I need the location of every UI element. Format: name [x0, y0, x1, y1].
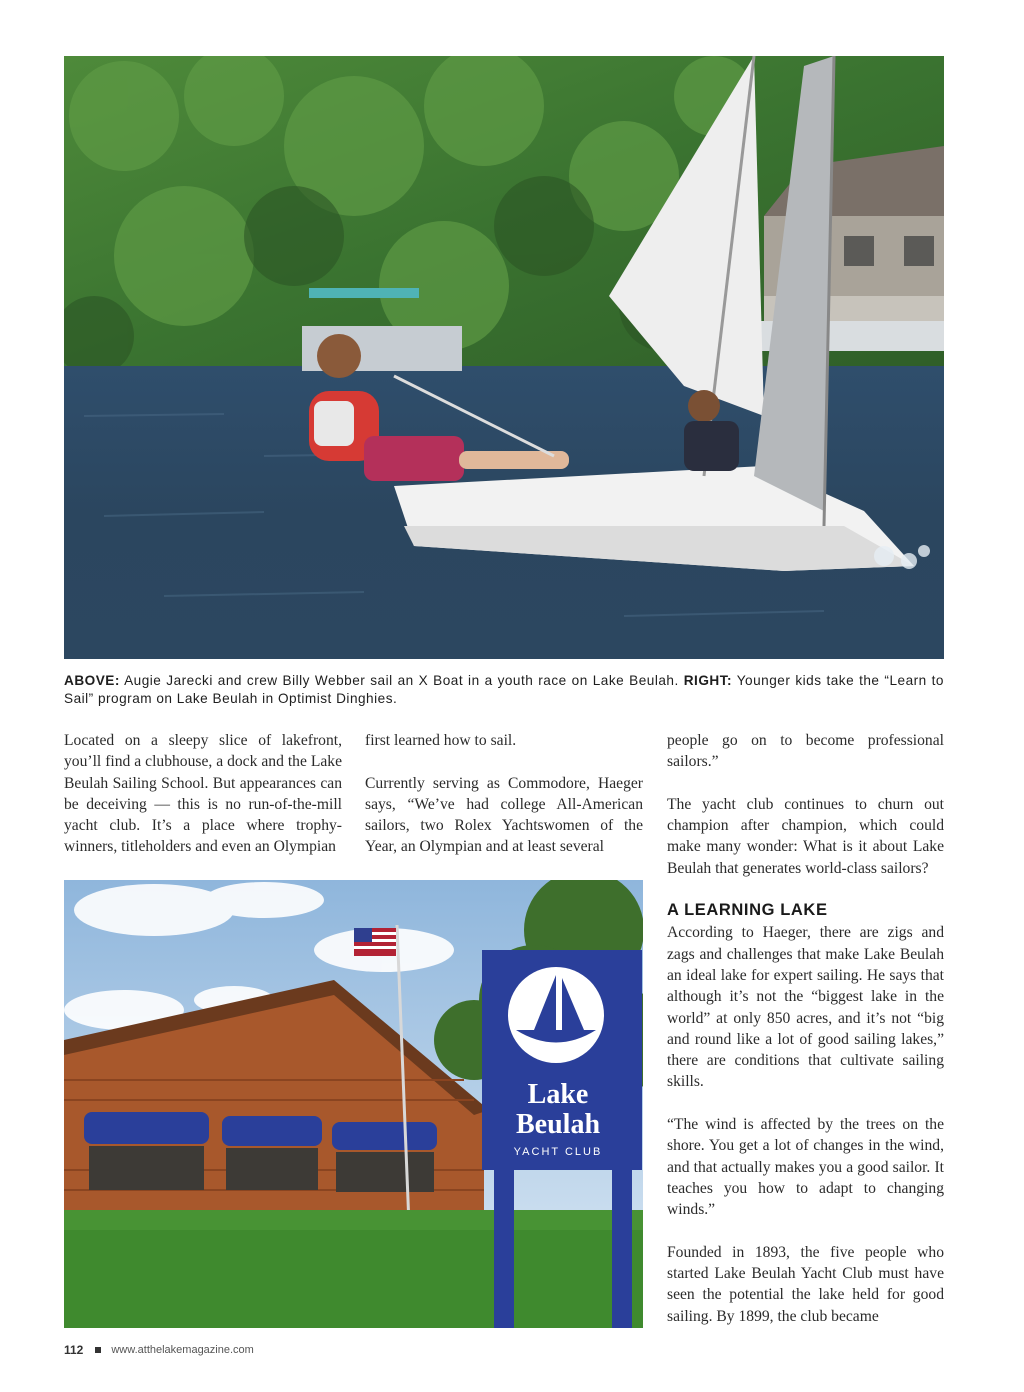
- sign-line-lake: Lake: [527, 1079, 589, 1110]
- section-subhead: A LEARNING LAKE: [667, 901, 828, 920]
- sign-line-yacht-club: YACHT CLUB: [513, 1146, 603, 1158]
- sign-text: [484, 1080, 632, 1158]
- paragraph: Currently serving as Commodore, Haeger says, “We’ve had college All-American sailors, two Rolex Yachtswomen of the Year, an Olympian and at least several: [365, 774, 643, 856]
- article-column-3: [667, 730, 944, 1327]
- paragraph: “The wind is affected by the trees on the shore. You get a lot of changes in the wind, and that actually makes you a good sailor. It teaches you how to adapt to changing winds.”: [667, 1116, 944, 1219]
- photo-caption: [64, 672, 944, 708]
- article-column-1: [64, 730, 342, 858]
- caption-right-text: Younger kids take the “Learn to Sail” program on Lake Beulah in Optimist Dinghies.: [64, 673, 944, 706]
- paragraph: According to Haeger, there are zigs and zags and challenges that make Lake Beulah an ideal lake for expert sailing. He says that although it’s not the “biggest lake in the world” at only 850 acres, and it’s not “big and round like a lot of good sailing lakes,” there are conditions that cultivate sailing skills.: [667, 924, 944, 1091]
- article-column-2: [365, 730, 643, 858]
- footer-square-icon: [95, 1347, 101, 1353]
- sign-line-beulah: Beulah: [515, 1109, 601, 1140]
- footer-url: www.atthelakemagazine.com: [111, 1344, 254, 1356]
- sailboat-photo-graphic: [64, 56, 944, 659]
- paragraph: Located on a sleepy slice of lakefront, you’ll find a clubhouse, a dock and the Lake Beulah Sailing School. But appearances can be deceiving — this is no run-of-the-mill yacht club. It’s a place where trophy-winners, titleholders and even an Olympian: [64, 732, 342, 856]
- page-number: 112: [64, 1343, 84, 1357]
- paragraph: Founded in 1893, the five people who started Lake Beulah Yacht Club must have seen the potential the lake held for good sailing. By 1899, the club became: [667, 1243, 944, 1325]
- sailboat-photo: [64, 56, 944, 659]
- caption-right-label: RIGHT:: [683, 673, 733, 688]
- yacht-club-photo: [64, 880, 643, 1328]
- page-footer: [64, 1342, 254, 1358]
- caption-above-label: ABOVE:: [64, 673, 120, 688]
- paragraph: The yacht club continues to churn out champion after champion, which could make many wonder: What is it about Lake Beulah that generates world-class sailors?: [667, 795, 944, 877]
- paragraph: first learned how to sail.: [365, 732, 517, 749]
- caption-above-text: Augie Jarecki and crew Billy Webber sail an X Boat in a youth race on Lake Beulah.: [119, 673, 684, 688]
- paragraph: people go on to become professional sailors.”: [667, 732, 944, 771]
